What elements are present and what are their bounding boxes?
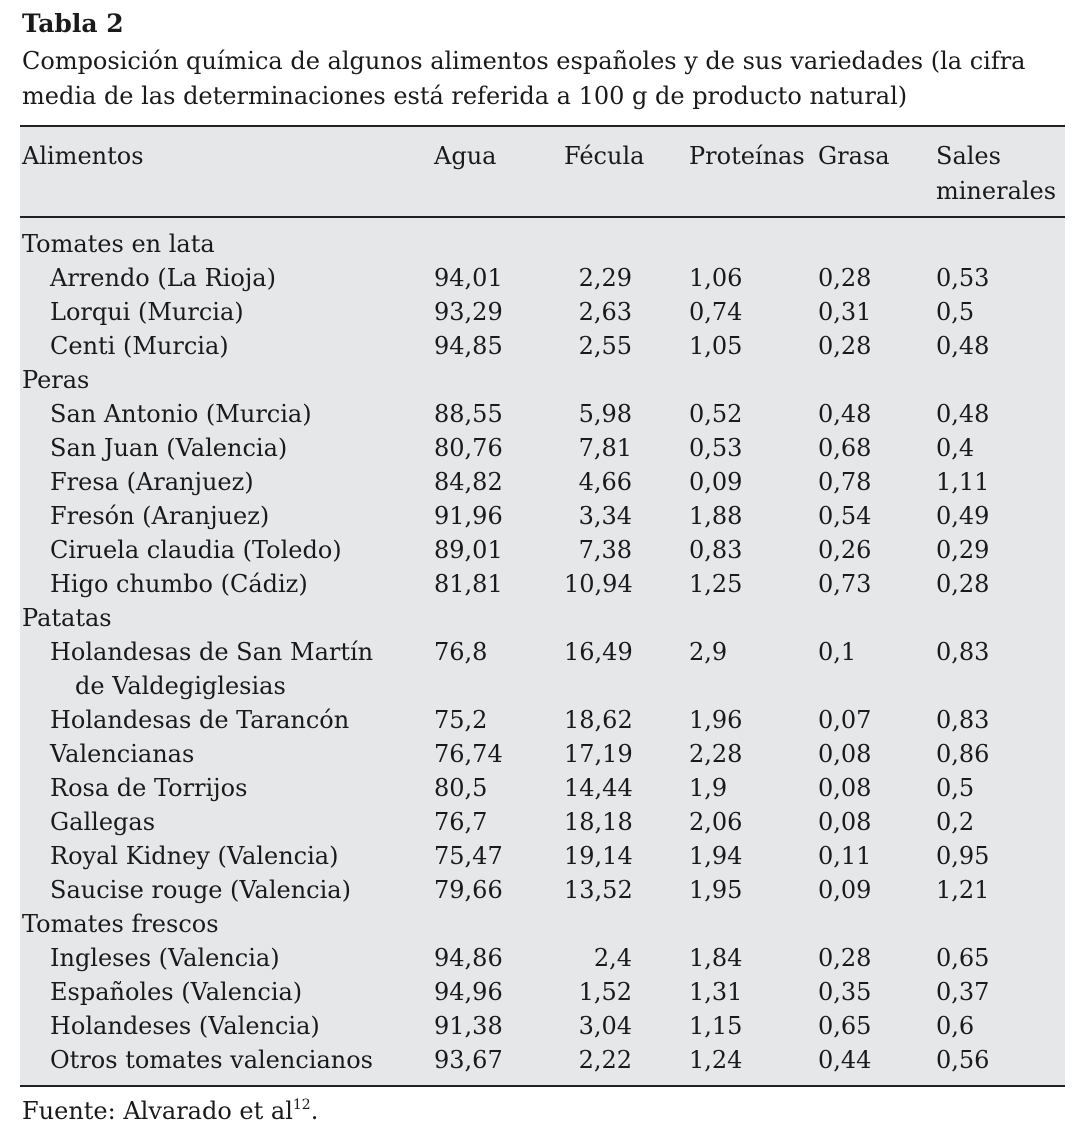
header-sales-line1: Sales xyxy=(936,142,1001,170)
value-agua: 75,47 xyxy=(434,842,503,870)
value-fecula: 3,04 xyxy=(578,1012,632,1040)
value-agua: 89,01 xyxy=(434,536,503,564)
value-sales: 0,29 xyxy=(936,536,990,564)
source-note xyxy=(22,1094,318,1128)
table-row xyxy=(20,1009,1065,1043)
value-fecula: 5,98 xyxy=(578,400,632,428)
table-row xyxy=(20,499,1065,533)
group-row xyxy=(20,227,1065,261)
value-proteinas: 1,25 xyxy=(689,570,743,598)
value-grasa: 0,35 xyxy=(818,978,872,1006)
value-grasa: 0,26 xyxy=(818,536,872,564)
value-grasa: 0,54 xyxy=(818,502,872,530)
value-sales: 0,83 xyxy=(936,706,990,734)
value-grasa: 0,11 xyxy=(818,842,872,870)
value-fecula: 18,18 xyxy=(564,808,633,836)
value-sales: 0,5 xyxy=(936,774,975,802)
value-proteinas: 1,84 xyxy=(689,944,743,972)
header-alimentos: Alimentos xyxy=(22,142,144,170)
value-sales: 0,53 xyxy=(936,264,990,292)
value-agua: 94,85 xyxy=(434,332,503,360)
food-name: Fresa (Aranjuez) xyxy=(50,468,254,496)
table-row xyxy=(20,771,1065,805)
value-agua: 80,5 xyxy=(434,774,488,802)
value-grasa: 0,28 xyxy=(818,264,872,292)
food-name: Ingleses (Valencia) xyxy=(50,944,280,972)
value-fecula: 7,81 xyxy=(578,434,632,462)
value-agua: 93,29 xyxy=(434,298,503,326)
value-proteinas: 0,09 xyxy=(689,468,743,496)
source-ref: 12 xyxy=(292,1097,311,1113)
value-proteinas: 1,15 xyxy=(689,1012,743,1040)
table-row xyxy=(20,737,1065,771)
table-title: Tabla 2 xyxy=(22,9,124,38)
food-name: Valencianas xyxy=(50,740,195,768)
value-agua: 84,82 xyxy=(434,468,503,496)
value-sales: 0,49 xyxy=(936,502,990,530)
value-sales: 0,48 xyxy=(936,400,990,428)
value-agua: 94,01 xyxy=(434,264,503,292)
value-fecula: 10,94 xyxy=(564,570,633,598)
value-grasa: 0,65 xyxy=(818,1012,872,1040)
value-proteinas: 0,52 xyxy=(689,400,743,428)
value-agua: 76,8 xyxy=(434,638,488,666)
table-row xyxy=(20,533,1065,567)
value-proteinas: 1,06 xyxy=(689,264,743,292)
value-sales: 0,83 xyxy=(936,638,990,666)
value-grasa: 0,48 xyxy=(818,400,872,428)
food-name: Saucise rouge (Valencia) xyxy=(50,876,351,904)
value-agua: 94,96 xyxy=(434,978,503,1006)
food-name-continuation: de Valdegiglesias xyxy=(75,672,286,700)
value-fecula: 14,44 xyxy=(564,774,633,802)
value-agua: 94,86 xyxy=(434,944,503,972)
value-sales: 0,65 xyxy=(936,944,990,972)
value-agua: 76,74 xyxy=(434,740,503,768)
value-proteinas: 0,83 xyxy=(689,536,743,564)
value-fecula: 18,62 xyxy=(564,706,633,734)
value-proteinas: 2,06 xyxy=(689,808,743,836)
table-row xyxy=(20,567,1065,601)
group-label: Patatas xyxy=(22,604,112,632)
food-name: Arrendo (La Rioja) xyxy=(50,264,276,292)
value-fecula: 7,38 xyxy=(578,536,632,564)
value-sales: 0,2 xyxy=(936,808,975,836)
table-row xyxy=(20,295,1065,329)
table-row xyxy=(20,941,1065,975)
value-sales: 0,95 xyxy=(936,842,990,870)
header-fecula: Fécula xyxy=(564,142,645,170)
food-name: Otros tomates valencianos xyxy=(50,1046,373,1074)
value-proteinas: 1,96 xyxy=(689,706,743,734)
value-fecula: 2,63 xyxy=(578,298,632,326)
value-fecula: 2,4 xyxy=(593,944,632,972)
table-row xyxy=(20,397,1065,431)
value-fecula: 19,14 xyxy=(564,842,633,870)
header-grasa: Grasa xyxy=(818,142,890,170)
value-agua: 75,2 xyxy=(434,706,488,734)
value-fecula: 3,34 xyxy=(578,502,632,530)
value-fecula: 2,22 xyxy=(578,1046,632,1074)
value-agua: 76,7 xyxy=(434,808,488,836)
group-label: Tomates frescos xyxy=(22,910,219,938)
value-agua: 88,55 xyxy=(434,400,503,428)
food-name: Españoles (Valencia) xyxy=(50,978,303,1006)
value-sales: 0,37 xyxy=(936,978,990,1006)
value-sales: 0,56 xyxy=(936,1046,990,1074)
value-agua: 81,81 xyxy=(434,570,503,598)
value-fecula: 1,52 xyxy=(578,978,632,1006)
value-grasa: 0,28 xyxy=(818,332,872,360)
value-grasa: 0,31 xyxy=(818,298,872,326)
value-fecula: 2,29 xyxy=(578,264,632,292)
header-sales-line2: minerales xyxy=(936,177,1057,205)
value-sales: 0,5 xyxy=(936,298,975,326)
table-row xyxy=(20,1043,1065,1077)
food-name: Lorqui (Murcia) xyxy=(50,298,244,326)
table-row xyxy=(20,431,1065,465)
value-grasa: 0,78 xyxy=(818,468,872,496)
food-name: Ciruela claudia (Toledo) xyxy=(50,536,342,564)
value-sales: 1,21 xyxy=(936,876,990,904)
value-grasa: 0,44 xyxy=(818,1046,872,1074)
value-sales: 1,11 xyxy=(936,468,990,496)
source-end: . xyxy=(310,1097,319,1125)
table-row xyxy=(20,465,1065,499)
group-row xyxy=(20,363,1065,397)
value-agua: 91,96 xyxy=(434,502,503,530)
food-name: San Antonio (Murcia) xyxy=(50,400,312,428)
header-sales xyxy=(936,139,1056,209)
table-caption: Composición química de algunos alimentos españoles y de sus variedades (la cifra media de las determinaciones está referida a 100 g de producto natural) xyxy=(22,47,1026,110)
value-sales: 0,6 xyxy=(936,1012,975,1040)
header-proteinas: Proteínas xyxy=(689,142,805,170)
header-agua: Agua xyxy=(434,142,497,170)
value-proteinas: 1,9 xyxy=(689,774,728,802)
food-name: Centi (Murcia) xyxy=(50,332,229,360)
food-name: Holandesas de Tarancón xyxy=(50,706,350,734)
value-grasa: 0,08 xyxy=(818,740,872,768)
value-fecula: 16,49 xyxy=(564,638,633,666)
group-row xyxy=(20,907,1065,941)
food-name: Holandeses (Valencia) xyxy=(50,1012,320,1040)
table-row xyxy=(20,873,1065,907)
value-proteinas: 1,88 xyxy=(689,502,743,530)
table-row xyxy=(20,805,1065,839)
value-sales: 0,28 xyxy=(936,570,990,598)
value-proteinas: 2,28 xyxy=(689,740,743,768)
value-fecula: 2,55 xyxy=(578,332,632,360)
table-row-continuation xyxy=(20,669,1065,703)
group-label: Peras xyxy=(22,366,90,394)
food-name: Gallegas xyxy=(50,808,156,836)
group-label: Tomates en lata xyxy=(22,230,215,258)
value-proteinas: 1,95 xyxy=(689,876,743,904)
value-sales: 0,86 xyxy=(936,740,990,768)
table-row xyxy=(20,329,1065,363)
value-proteinas: 0,53 xyxy=(689,434,743,462)
value-fecula: 13,52 xyxy=(564,876,633,904)
value-grasa: 0,07 xyxy=(818,706,872,734)
value-grasa: 0,09 xyxy=(818,876,872,904)
value-agua: 80,76 xyxy=(434,434,503,462)
value-agua: 79,66 xyxy=(434,876,503,904)
data-table xyxy=(20,125,1065,1087)
value-sales: 0,48 xyxy=(936,332,990,360)
value-proteinas: 1,05 xyxy=(689,332,743,360)
value-grasa: 0,68 xyxy=(818,434,872,462)
value-grasa: 0,73 xyxy=(818,570,872,598)
table-row xyxy=(20,839,1065,873)
value-grasa: 0,08 xyxy=(818,808,872,836)
table-row xyxy=(20,261,1065,295)
food-name: Fresón (Aranjuez) xyxy=(50,502,270,530)
value-proteinas: 1,94 xyxy=(689,842,743,870)
value-agua: 93,67 xyxy=(434,1046,503,1074)
value-grasa: 0,1 xyxy=(818,638,857,666)
table-row xyxy=(20,635,1065,669)
food-name: Higo chumbo (Cádiz) xyxy=(50,570,308,598)
table-row xyxy=(20,975,1065,1009)
value-proteinas: 2,9 xyxy=(689,638,728,666)
value-fecula: 17,19 xyxy=(564,740,633,768)
value-proteinas: 0,74 xyxy=(689,298,743,326)
food-name: Royal Kidney (Valencia) xyxy=(50,842,339,870)
table-row xyxy=(20,703,1065,737)
food-name: San Juan (Valencia) xyxy=(50,434,288,462)
value-proteinas: 1,31 xyxy=(689,978,743,1006)
value-fecula: 4,66 xyxy=(578,468,632,496)
value-sales: 0,4 xyxy=(936,434,975,462)
table-header xyxy=(20,127,1065,218)
value-grasa: 0,28 xyxy=(818,944,872,972)
value-proteinas: 1,24 xyxy=(689,1046,743,1074)
value-agua: 91,38 xyxy=(434,1012,503,1040)
source-text: Fuente: Alvarado et al xyxy=(22,1097,293,1125)
value-grasa: 0,08 xyxy=(818,774,872,802)
food-name: Rosa de Torrijos xyxy=(50,774,248,802)
group-row xyxy=(20,601,1065,635)
food-name: Holandesas de San Martín xyxy=(50,638,374,666)
